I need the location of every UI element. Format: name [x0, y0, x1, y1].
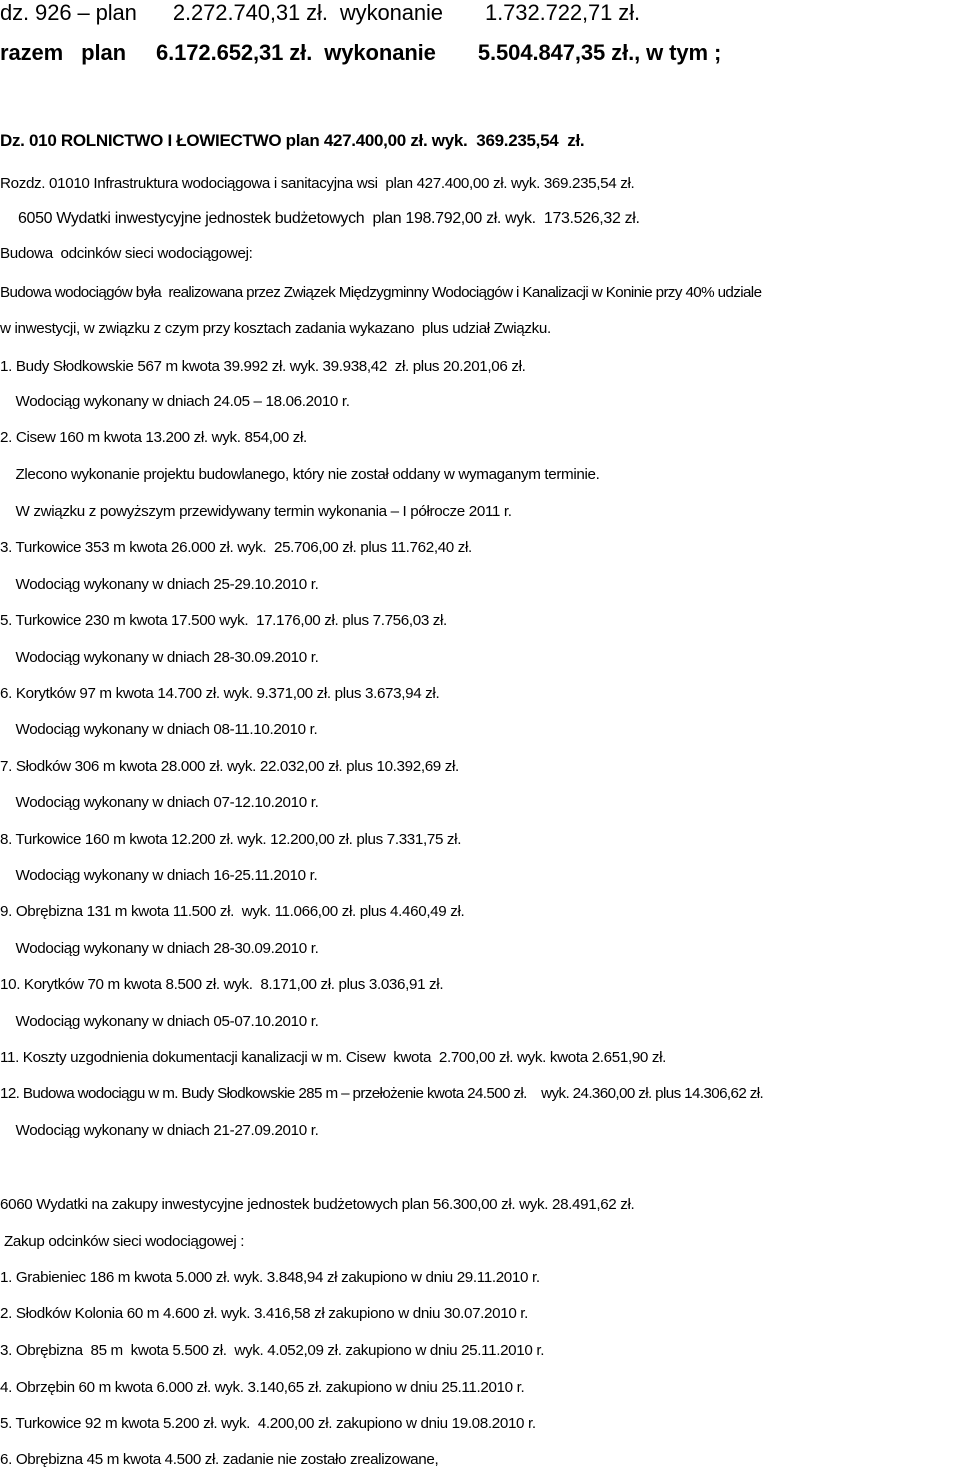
header-total-line: razem plan 6.172.652,31 zł. wykonanie 5.504.847,35 zł., w tym ;	[0, 40, 722, 65]
list-item: 12. Budowa wodociągu w m. Budy Słodkowskie 285 m – przełożenie kwota 24.500 zł. wyk. 24.360,00 zł. plus 14.306,62 zł.	[0, 1085, 764, 1102]
list-item-detail: Wodociąg wykonany w dniach 28-30.09.2010 r.	[0, 649, 319, 666]
list-item-detail: Wodociąg wykonany w dniach 28-30.09.2010 r.	[0, 940, 319, 957]
purchase-item: 5. Turkowice 92 m kwota 5.200 zł. wyk. 4.200,00 zł. zakupiono w dniu 19.08.2010 r.	[0, 1415, 536, 1432]
list-item-detail: Wodociąg wykonany w dniach 16-25.11.2010 r.	[0, 867, 318, 884]
list-item-detail: Zlecono wykonanie projektu budowlanego, który nie został oddany w wymaganym terminie.	[0, 466, 600, 483]
header-dz926-line: dz. 926 – plan 2.272.740,31 zł. wykonanie 1.732.722,71 zł.	[0, 0, 640, 25]
intro-line: Budowa wodociągów była realizowana przez Związek Międzygminny Wodociągów i Kanalizacji w Koninie przy 40% udziale	[0, 284, 762, 301]
chapter-heading: Rozdz. 01010 Infrastruktura wodociągowa i sanitacyjna wsi plan 427.400,00 zł. wyk. 369.235,54 zł.	[0, 175, 635, 192]
list-item: 1. Budy Słodkowskie 567 m kwota 39.992 zł. wyk. 39.938,42 zł. plus 20.201,06 zł.	[0, 358, 526, 375]
section-title-construction: Budowa odcinków sieci wodociągowej:	[0, 245, 253, 262]
list-item-detail: W związku z powyższym przewidywany termin wykonania – I półrocze 2011 r.	[0, 503, 512, 520]
purchase-item: 2. Słodków Kolonia 60 m 4.600 zł. wyk. 3.416,58 zł zakupiono w dniu 30.07.2010 r.	[0, 1305, 529, 1322]
list-item: 10. Korytków 70 m kwota 8.500 zł. wyk. 8.171,00 zł. plus 3.036,91 zł.	[0, 976, 444, 993]
paragraph-6060-heading: 6060 Wydatki na zakupy inwestycyjne jednostek budżetowych plan 56.300,00 zł. wyk. 28.491,62 zł.	[0, 1196, 635, 1213]
paragraph-6050-heading: 6050 Wydatki inwestycyjne jednostek budżetowych plan 198.792,00 zł. wyk. 173.526,32 zł.	[18, 210, 640, 227]
section-title-purchase: Zakup odcinków sieci wodociągowej :	[4, 1233, 245, 1250]
purchase-item: 6. Obrębizna 45 m kwota 4.500 zł. zadanie nie zostało zrealizowane,	[0, 1451, 439, 1468]
list-item: 7. Słodków 306 m kwota 28.000 zł. wyk. 22.032,00 zł. plus 10.392,69 zł.	[0, 758, 459, 775]
purchase-item: 3. Obrębizna 85 m kwota 5.500 zł. wyk. 4.052,09 zł. zakupiono w dniu 25.11.2010 r.	[0, 1342, 545, 1359]
list-item: 9. Obrębizna 131 m kwota 11.500 zł. wyk. 11.066,00 zł. plus 4.460,49 zł.	[0, 903, 465, 920]
list-item: 3. Turkowice 353 m kwota 26.000 zł. wyk. 25.706,00 zł. plus 11.762,40 zł.	[0, 539, 472, 556]
list-item: 5. Turkowice 230 m kwota 17.500 wyk. 17.176,00 zł. plus 7.756,03 zł.	[0, 612, 447, 629]
list-item-detail: Wodociąg wykonany w dniach 25-29.10.2010 r.	[0, 576, 319, 593]
list-item-detail: Wodociąg wykonany w dniach 21-27.09.2010 r.	[0, 1122, 319, 1139]
list-item: 6. Korytków 97 m kwota 14.700 zł. wyk. 9.371,00 zł. plus 3.673,94 zł.	[0, 685, 440, 702]
purchase-item: 1. Grabieniec 186 m kwota 5.000 zł. wyk. 3.848,94 zł zakupiono w dniu 29.11.2010 r.	[0, 1269, 540, 1286]
list-item: 11. Koszty uzgodnienia dokumentacji kanalizacji w m. Cisew kwota 2.700,00 zł. wyk. kwota 2.651,90 zł.	[0, 1049, 667, 1066]
division-heading: Dz. 010 ROLNICTWO I ŁOWIECTWO plan 427.400,00 zł. wyk. 369.235,54 zł.	[0, 131, 585, 150]
list-item-detail: Wodociąg wykonany w dniach 05-07.10.2010 r.	[0, 1013, 319, 1030]
list-item: 8. Turkowice 160 m kwota 12.200 zł. wyk. 12.200,00 zł. plus 7.331,75 zł.	[0, 831, 462, 848]
purchase-item: 4. Obrzębin 60 m kwota 6.000 zł. wyk. 3.140,65 zł. zakupiono w dniu 25.11.2010 r.	[0, 1379, 525, 1396]
list-item-detail: Wodociąg wykonany w dniach 07-12.10.2010 r.	[0, 794, 319, 811]
intro-line: w inwestycji, w związku z czym przy kosztach zadania wykazano plus udział Związku.	[0, 320, 551, 337]
list-item-detail: Wodociąg wykonany w dniach 24.05 – 18.06.2010 r.	[0, 393, 350, 410]
list-item: 2. Cisew 160 m kwota 13.200 zł. wyk. 854,00 zł.	[0, 429, 307, 446]
list-item-detail: Wodociąg wykonany w dniach 08-11.10.2010 r.	[0, 721, 318, 738]
